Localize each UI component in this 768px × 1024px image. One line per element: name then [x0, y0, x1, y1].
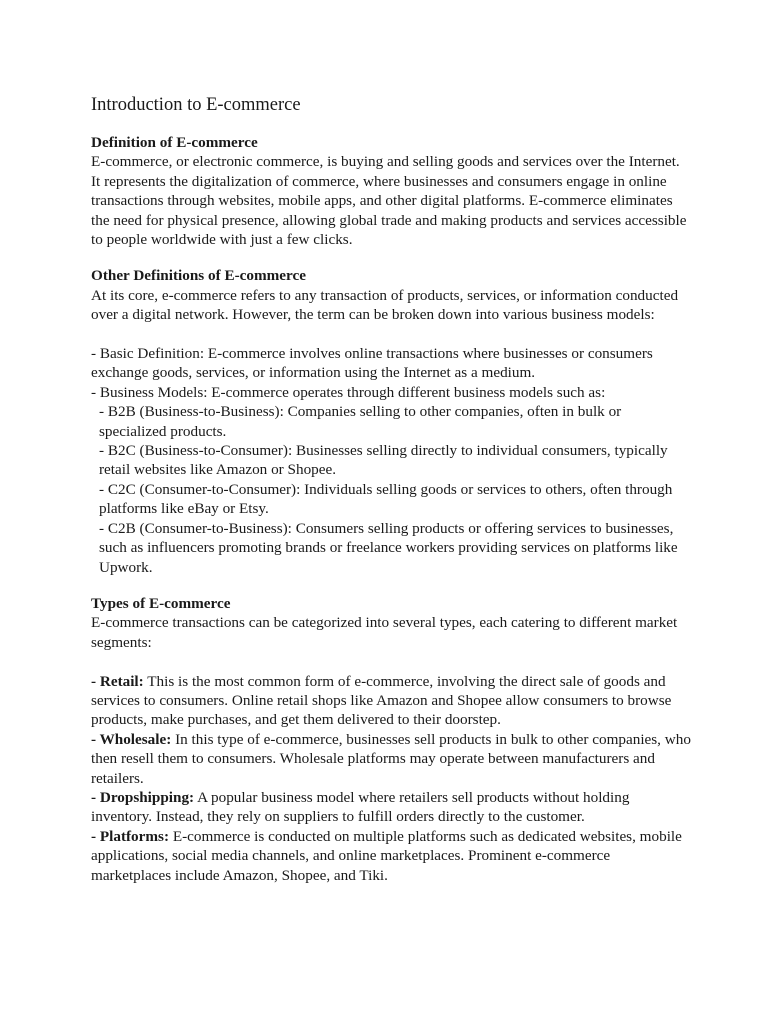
blank-line — [91, 325, 691, 344]
item-text: This is the most common form of e-commerce, involving the direct sale of goods and services to consumers. Online retail shops like Amazon and Shopee allow consumers to browse products, make purchases, and get them delivered to their doorstep. — [91, 672, 672, 729]
list-item: - B2C (Business-to-Consumer): Businesses selling directly to individual consumers, typically retail websites like Amazon or Shopee. — [99, 442, 668, 479]
blank-line — [91, 652, 691, 671]
item-label: - Dropshipping: — [91, 788, 195, 806]
item-text: In this type of e-commerce, businesses sell products in bulk to other companies, who then resell them to consumers. Wholesale platforms may operate between manufacturers and retailers. — [91, 730, 691, 787]
item-text: E-commerce is conducted on multiple platforms such as dedicated websites, mobile applications, social media channels, and online marketplaces. Prominent e-commerce marketplaces include Amazon, Shopee, and Tiki. — [91, 827, 682, 884]
document-content — [91, 93, 691, 902]
list-item: - C2C (Consumer-to-Consumer): Individuals selling goods or services to others, often through platforms like eBay or Etsy. — [99, 480, 673, 518]
section-types — [91, 594, 691, 885]
list-item — [91, 730, 691, 788]
list-item — [91, 788, 691, 827]
section-heading: Types of E-commerce — [91, 594, 231, 612]
section-heading: Definition of E-commerce — [91, 134, 258, 151]
section-other-definitions — [91, 266, 691, 576]
document-title: Introduction to E-commerce — [91, 95, 301, 115]
item-label: - Platforms: — [91, 827, 170, 845]
item-text: A popular business model where retailers sell products without holding inventory. Instead, they rely on suppliers to fulfill orders directly to the customer. — [91, 788, 630, 826]
list-item — [91, 827, 691, 885]
list-item: - Business Models: E-commerce operates through different business models such as: — [91, 383, 606, 401]
item-label: - Wholesale: — [91, 730, 172, 748]
list-item: - C2B (Consumer-to-Business): Consumers selling products or offering services to businesses, such as influencers promoting brands or freelance workers providing services on platforms like Upwork. — [99, 519, 678, 576]
section-body: E-commerce, or electronic commerce, is buying and selling goods and services over the Internet. It represents the digitalization of commerce, where businesses and consumers engage in online transactions through websites, mobile apps, and other digital platforms. E-commerce eliminates the need for physical presence, allowing global trade and making products and services accessible to people worldwide with just a few clicks. — [91, 153, 687, 249]
section-intro: At its core, e-commerce refers to any transaction of products, services, or information conducted over a digital network. However, the term can be broken down into various business models: — [91, 286, 679, 324]
section-intro: E-commerce transactions can be categorized into several types, each catering to different market segments: — [91, 614, 678, 651]
section-definition — [91, 133, 691, 249]
list-item: - Basic Definition: E-commerce involves online transactions where businesses or consumers exchange goods, services, or information using the Internet as a medium. — [91, 345, 653, 382]
section-heading: Other Definitions of E-commerce — [91, 267, 306, 285]
list-item — [91, 672, 691, 730]
list-item: - B2B (Business-to-Business): Companies selling to other companies, often in bulk or specialized products. — [99, 403, 622, 440]
item-label: - Retail: — [91, 672, 144, 690]
